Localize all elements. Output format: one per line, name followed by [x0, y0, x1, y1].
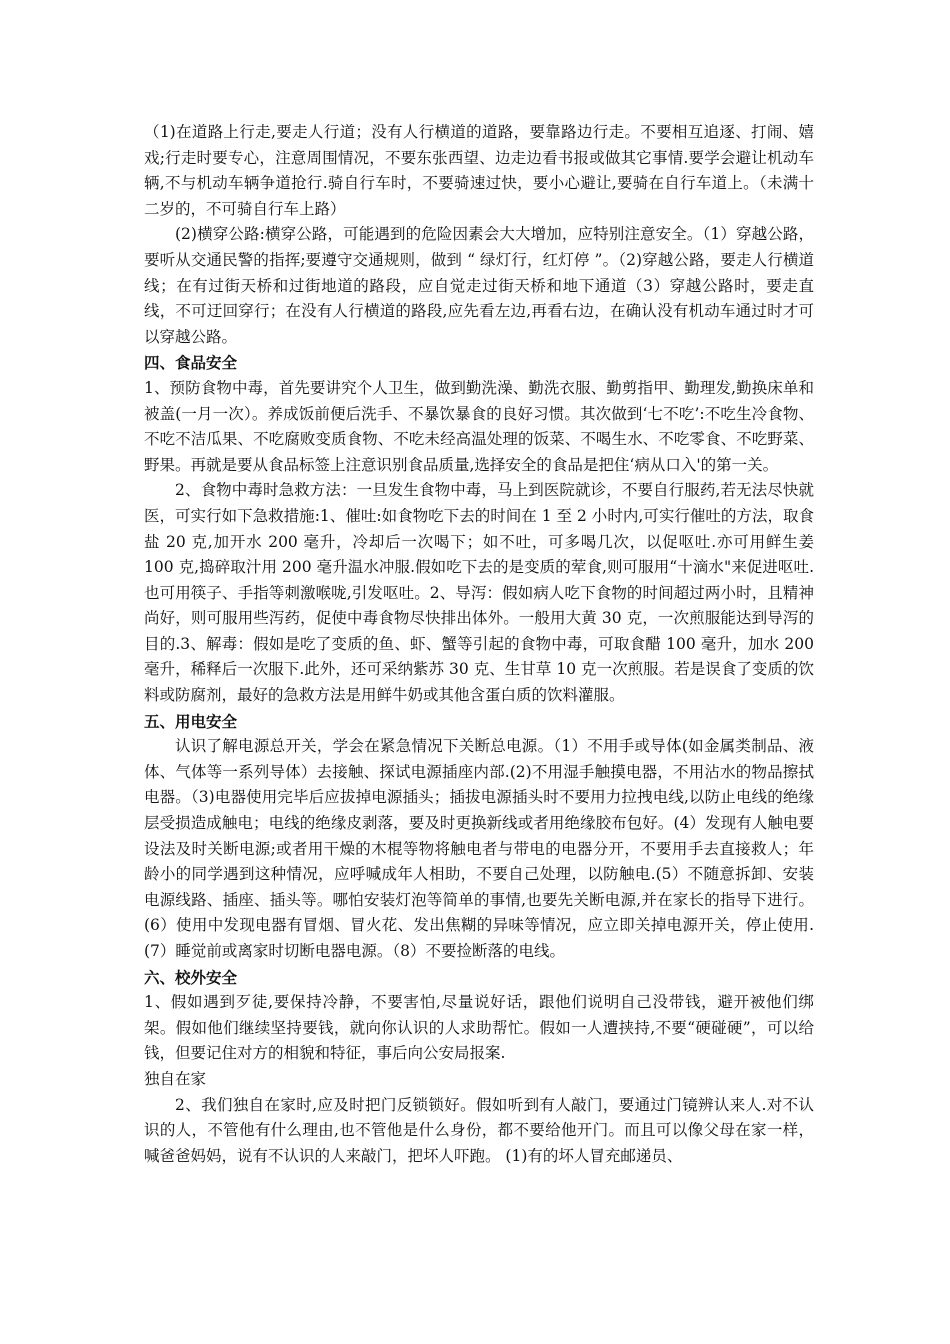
paragraph-walking: （1)在道路上行走,要走人行道；没有人行横道的道路，要靠路边行走。不要相互追逐、打闹、嬉戏;行走时要专心，注意周围情况，不要东张西望、边走边看书报或做其它事情.要学会避让机动车辆,不与机动车辆争道抢行.骑自行车时，不要骑速过快，要小心避让,要骑在自行车道上。（未满十二岁的，不可骑自行车上路）: [144, 123, 814, 218]
section-heading-electrical-safety: 五、用电安全: [144, 711, 238, 731]
paragraph-home-alone: 2、我们独自在家时,应及时把门反锁锁好。假如听到有人敲门，要通过门镜辨认来人.对不认识的人，不管他有什么理由,也不管他是什么身份，都不要给他开门。而且可以像父母在家一样，喊爸爸妈妈，说有不认识的人来敲门，把坏人吓跑。 (1)有的坏人冒充邮递员、: [144, 1095, 814, 1165]
paragraph-food-poisoning-first-aid: 2、食物中毒时急救方法：一旦发生食物中毒，马上到医院就诊，不要自行服药,若无法尽快就医，可实行如下急救措施:1、催吐:如食物吃下去的时间在 1 至 2 小时内,可实行催吐的方法，取食盐 20 克,加开水 200 毫升，冷却后一次喝下；如不吐，可多喝几次，以促呕吐.亦可用鲜生姜 100 克,捣碎取汁用 200 毫升温水冲服.假如吃下去的是变质的荤食,则可服用“十滴水"来促进呕吐.也可用筷子、手指等刺激喉咙,引发呕吐。2、导泻：假如病人吃下食物的时间超过两小时，且精神尚好，则可服用些泻药，促使中毒食物尽快排出体外。一般用大黄 30 克，一次煎服能达到导泻的目的.3、解毒：假如是吃了变质的鱼、虾、蟹等引起的食物中毒，可取食醋 100 毫升，加水 200 毫升，稀释后一次服下.此外，还可采纳紫苏 30 克、生甘草 10 克一次煎服。若是误食了变质的饮料或防腐剂，最好的急救方法是用鲜牛奶或其他含蛋白质的饮料灌服。: [144, 481, 814, 705]
paragraph-encountering-robbers: 1、假如遇到歹徒,要保持冷静，不要害怕,尽量说好话，跟他们说明自己没带钱，避开被他们绑架。假如他们继续坚持要钱，就向你认识的人求助帮忙。假如一人遭挟持,不要“硬碰硬”，可以给钱，但要记住对方的相貌和特征，事后向公安局报案.: [144, 993, 814, 1063]
paragraph-crossing-road: (2)横穿公路:横穿公路，可能遇到的危险因素会大大增加，应特别注意安全。（1）穿越公路，要听从交通民警的指挥;要遵守交通规则，做到 “ 绿灯行，红灯停 ”。（2)穿越公路，要走人行横道线；在有过街天桥和过街地道的路段，应自觉走过街天桥和地下通道（3）穿越公路时，要走直线，不可迂回穿行；在没有人行横道的路段,应先看左边,再看右边，在确认没有机动车通过时才可以穿越公路。: [144, 225, 814, 346]
paragraph-prevent-food-poisoning: 1、预防食物中毒，首先要讲究个人卫生，做到勤洗澡、勤洗衣服、勤剪指甲、勤理发,勤换床单和被盖(一月一次）。养成饭前便后洗手、不暴饮暴食的良好习惯。其次做到‘七不吃’:不吃生冷食物、不吃不洁瓜果、不吃腐败变质食物、不吃未经高温处理的饭菜、不喝生水、不吃零食、不吃野菜、野果。再就是要从食品标签上注意识别食品质量,选择安全的食品是把住‘病从口入'的第一关。: [144, 378, 814, 474]
section-heading-off-campus-safety: 六、校外安全: [144, 967, 238, 987]
section-heading-food-safety: 四、食品安全: [144, 353, 238, 373]
document-page: [144, 120, 814, 1169]
subheading-home-alone: 独自在家: [144, 1069, 207, 1088]
paragraph-electrical-safety: 认识了解电源总开关，学会在紧急情况下关断总电源。（1）不用手或导体(如金属类制品、液体、气体等一系列导体）去接触、探试电源插座内部.(2)不用湿手触摸电器，不用沾水的物品擦拭电器。（3)电器使用完毕后应拔掉电源插头；插拔电源插头时不要用力拉拽电线,以防止电线的绝缘层受损造成触电；电线的绝缘皮剥落，要及时更换新线或者用绝缘胶布包好。(4）发现有人触电要设法及时关断电源;或者用干燥的木棍等物将触电者与带电的电器分开，不要用手去直接救人；年龄小的同学遇到这种情况，应呼喊成年人相助，不要自己处理，以防触电.(5）不随意拆卸、安装电源线路、插座、插头等。哪怕安装灯泡等简单的事情,也要先关断电源,并在家长的指导下进行。(6）使用中发现电器有冒烟、冒火花、发出焦糊的异味等情况，应立即关掉电源开关，停止使用.(7）睡觉前或离家时切断电器电源。（8）不要捡断落的电线。: [144, 737, 814, 960]
